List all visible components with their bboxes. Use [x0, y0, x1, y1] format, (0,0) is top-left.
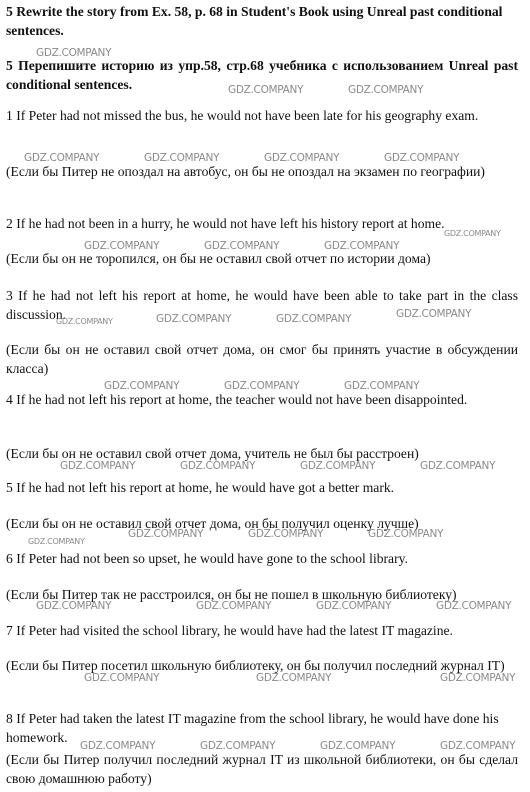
watermark: GDZ.COMPANY [104, 380, 180, 392]
watermark: GDZ.COMPANY [80, 740, 156, 752]
watermark: GDZ.COMPANY [444, 229, 501, 238]
watermark: GDZ.COMPANY [36, 47, 112, 59]
watermark: GDZ.COMPANY [56, 317, 113, 326]
item-2-en: 2 If he had not been in a hurry, he would not have left his history report at home. [6, 216, 445, 231]
item-5-ru: (Если бы он не оставил свой отчет дома, он бы получил оценку лучше) [6, 516, 419, 531]
item-4-ru: (Если бы он не оставил свой отчет дома, учитель не был бы расстроен) [6, 446, 419, 461]
watermark: GDZ.COMPANY [420, 460, 496, 472]
exercise-heading-en: 5 Rewrite the story from Ex. 58, p. 68 in Student's Book using Unreal past conditional sentences. [6, 4, 503, 38]
watermark: GDZ.COMPANY [36, 600, 112, 612]
exercise-heading-ru: 5 Перепишите историю из упр.58, стр.68 учебника с использованием Unreal past conditional sentences. [6, 58, 518, 92]
watermark: GDZ.COMPANY [264, 152, 340, 164]
item-4-en: 4 If he had not left his report at home, the teacher would not have been disappointed. [6, 392, 468, 407]
item-7-en: 7 If Peter had visited the school library, he would have had the latest IT magazine. [6, 623, 453, 638]
watermark: GDZ.COMPANY [228, 84, 304, 96]
watermark: GDZ.COMPANY [224, 380, 300, 392]
watermark: GDZ.COMPANY [28, 537, 85, 546]
watermark: GDZ.COMPANY [440, 740, 516, 752]
watermark: GDZ.COMPANY [348, 84, 424, 96]
item-6-ru: (Если бы Питер так не расстроился, он бы не пошел в школьную библиотеку) [6, 587, 457, 602]
item-8-ru: (Если бы Питер получил последний журнал IT из школьной библиотеки, он бы сделал свою домашнюю работу) [6, 752, 518, 786]
item-1-en: 1 If Peter had not missed the bus, he would not have been late for his geography exam. [6, 108, 479, 123]
item-5-en: 5 If he had not left his report at home, he would have got a better mark. [6, 480, 395, 495]
item-3-ru: (Если бы он не оставил свой отчет дома, он смог бы принять участие в обсуждении класса) [6, 342, 518, 376]
watermark: GDZ.COMPANY [204, 240, 280, 252]
item-3-en: 3 If he had not left his report at home, he would have been able to take part in the class discussion. [6, 288, 518, 322]
watermark: GDZ.COMPANY [24, 152, 100, 164]
watermark: GDZ.COMPANY [316, 600, 392, 612]
watermark: GDZ.COMPANY [276, 313, 352, 325]
watermark: GDZ.COMPANY [384, 152, 460, 164]
item-7-ru: (Если бы Питер посетил школьную библиотеку, он бы получил последний журнал IT) [6, 658, 505, 673]
watermark: GDZ.COMPANY [156, 313, 232, 325]
watermark: GDZ.COMPANY [84, 672, 160, 684]
watermark: GDZ.COMPANY [440, 672, 516, 684]
watermark: GDZ.COMPANY [144, 152, 220, 164]
watermark: GDZ.COMPANY [344, 380, 420, 392]
watermark: GDZ.COMPANY [248, 528, 324, 540]
item-1-ru: (Если бы Питер не опоздал на автобус, он бы не опоздал на экзамен по географии) [6, 164, 485, 179]
watermark: GDZ.COMPANY [320, 740, 396, 752]
item-6-en: 6 If Peter had not been so upset, he would have gone to the school library. [6, 551, 408, 566]
watermark: GDZ.COMPANY [180, 460, 256, 472]
watermark: GDZ.COMPANY [300, 460, 376, 472]
watermark: GDZ.COMPANY [396, 308, 472, 320]
watermark: GDZ.COMPANY [128, 528, 204, 540]
watermark: GDZ.COMPANY [324, 240, 400, 252]
watermark: GDZ.COMPANY [196, 600, 272, 612]
item-8-en: 8 If Peter had taken the latest IT magazine from the school library, he would have done his homework. [6, 711, 499, 745]
watermark: GDZ.COMPANY [60, 460, 136, 472]
item-2-ru: (Если бы он не торопился, он бы не оставил свой отчет по истории дома) [6, 251, 431, 266]
watermark: GDZ.COMPANY [84, 240, 160, 252]
watermark: GDZ.COMPANY [200, 740, 276, 752]
watermark: GDZ.COMPANY [436, 600, 512, 612]
watermark: GDZ.COMPANY [368, 528, 444, 540]
watermark: GDZ.COMPANY [256, 672, 332, 684]
